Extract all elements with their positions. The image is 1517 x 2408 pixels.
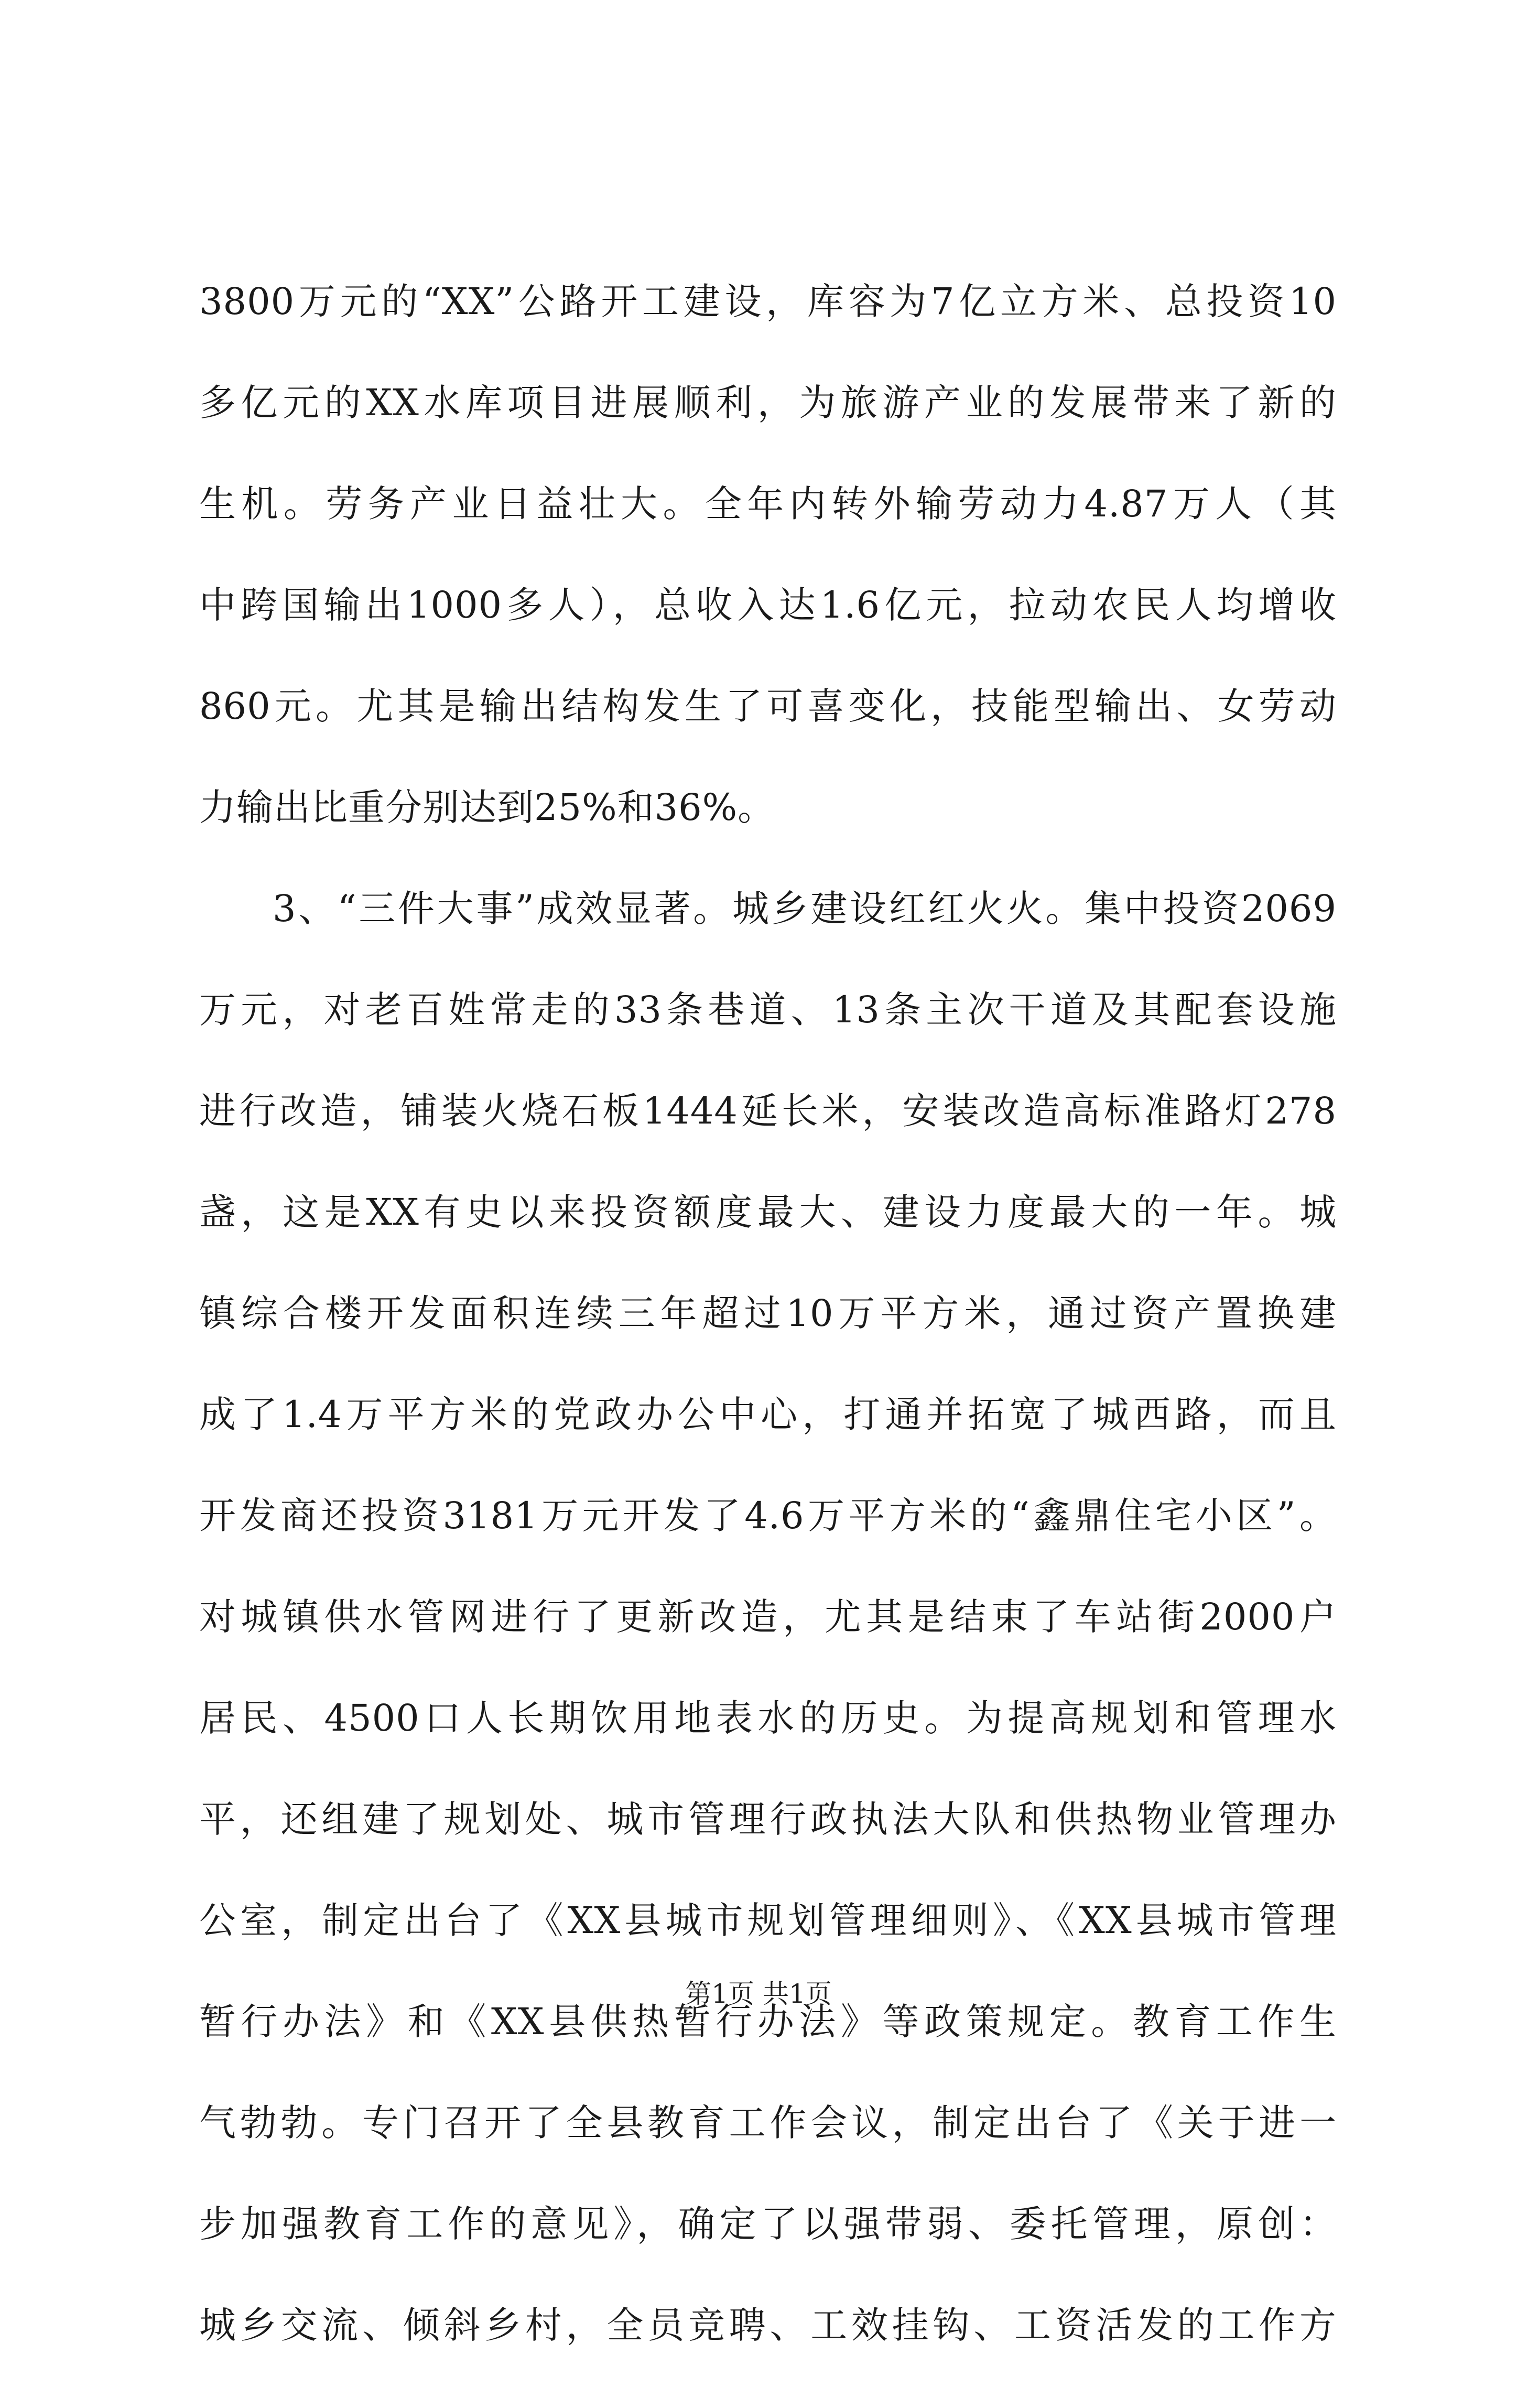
text-line: 多亿元的XX水库项目进展顺利，为旅游产业的发展带来了新的 [199,381,1337,424]
text-line: 开发商还投资3181万元开发了4.6万平方米的“鑫鼎住宅小区”。 [199,1494,1337,1537]
text-line: 对城镇供水管网进行了更新改造，尤其是结束了车站街2000户 [199,1595,1337,1638]
text-line: 3800万元的“XX”公路开工建设，库容为7亿立方米、总投资10 [199,280,1337,323]
text-line: 进行改造，铺装火烧石板1444延长米，安装改造高标准路灯278 [199,1089,1337,1132]
paragraph-first-line: 3、“三件大事”成效显著。城乡建设红红火火。集中投资2069 [273,887,1337,930]
text-line: 成了1.4万平方米的党政办公中心，打通并拓宽了城西路，而且 [199,1393,1337,1436]
text-line: 生机。劳务产业日益壮大。全年内转外输劳动力4.87万人（其 [199,482,1337,525]
text-line: 公室，制定出台了《XX县城市规划管理细则》、《XX县城市管理 [199,1899,1337,1942]
text-line: 860元。尤其是输出结构发生了可喜变化，技能型输出、女劳动 [199,685,1337,728]
text-line: 暂行办法》和《XX县供热暂行办法》等政策规定。教育工作生 [199,2000,1337,2043]
text-line: 中跨国输出1000多人），总收入达1.6亿元，拉动农民人均增收 [199,584,1337,627]
text-line: 气勃勃。专门召开了全县教育工作会议，制定出台了《关于进一 [199,2101,1337,2144]
page-number: 第1页 共1页 [685,1979,832,2009]
text-line: 万元，对老百姓常走的33条巷道、13条主次干道及其配套设施 [199,988,1337,1031]
document-body [199,280,1337,2408]
text-line: 镇综合楼开发面积连续三年超过10万平方米，通过资产置换建 [199,1292,1337,1335]
text-line: 居民、4500口人长期饮用地表水的历史。为提高规划和管理水 [199,1697,1337,1740]
page-footer [0,1979,1517,2009]
text-line: 盏，这是XX有史以来投资额度最大、建设力度最大的一年。城 [199,1191,1337,1234]
text-line: 力输出比重分别达到25%和36%。 [199,786,775,829]
text-line: 平，还组建了规划处、城市管理行政执法大队和供热物业管理办 [199,1798,1337,1841]
text-line: 步加强教育工作的意见》，确定了以强带弱、委托管理，原创： [199,2202,1337,2245]
text-line: 城乡交流、倾斜乡村，全员竞聘、工效挂钩、工资活发的工作方 [199,2304,1337,2347]
